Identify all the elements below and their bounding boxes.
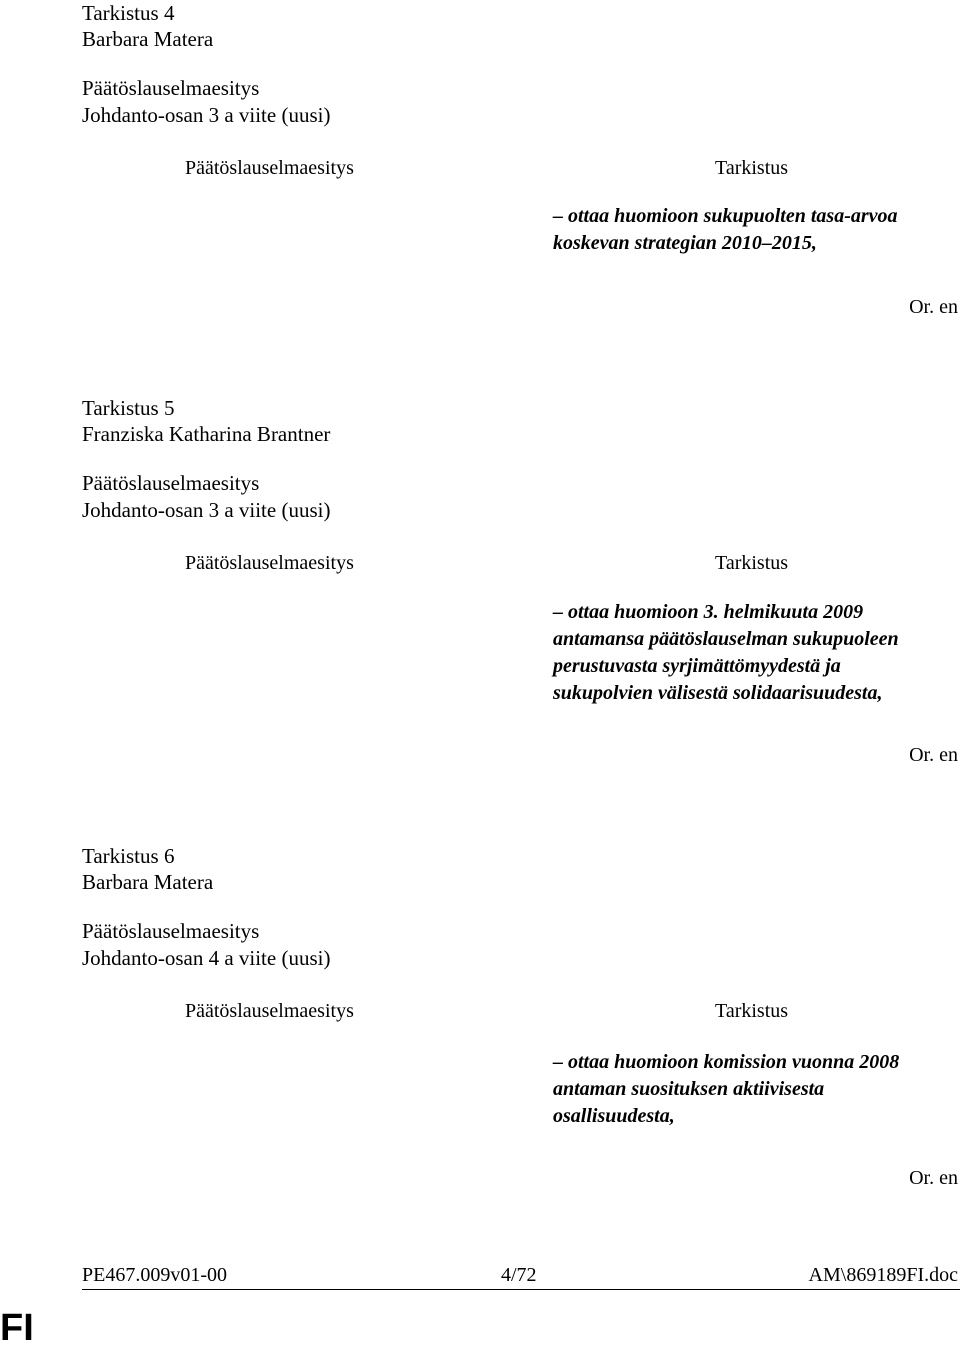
amendment-author: Barbara Matera (82, 27, 214, 51)
amendment-location: Johdanto-osan 4 a viite (uusi) (82, 946, 331, 970)
amendment-text (553, 203, 958, 257)
original-language: Or. en (909, 1167, 958, 1189)
amendment-text-line: – ottaa huomioon sukupuolten tasa-arvoa (553, 205, 898, 227)
footer-language-code: FI (0, 1307, 34, 1349)
amendment-text-line: sukupolvien välisestä solidaarisuudesta, (553, 682, 883, 704)
amendment-text-line: antaman suosituksen aktiivisesta (553, 1078, 825, 1100)
column-header-left: Päätöslauselmaesitys (185, 552, 354, 574)
footer-doc-ref: PE467.009v01-00 (82, 1264, 227, 1286)
amendment-text-line: – ottaa huomioon 3. helmikuuta 2009 (553, 601, 864, 623)
amendment-text-line: – ottaa huomioon komission vuonna 2008 (553, 1051, 900, 1073)
amendment-author: Franziska Katharina Brantner (82, 422, 331, 446)
original-language: Or. en (909, 296, 958, 318)
amendment-heading: Tarkistus 6 (82, 844, 175, 868)
amendment-doc-type: Päätöslauselmaesitys (82, 76, 260, 100)
column-header-left: Päätöslauselmaesitys (185, 157, 354, 179)
column-header-right: Tarkistus (715, 1000, 789, 1022)
amendment-heading: Tarkistus 4 (82, 1, 175, 25)
amendment-location: Johdanto-osan 3 a viite (uusi) (82, 103, 331, 127)
original-language: Or. en (909, 744, 958, 766)
amendment-doc-type: Päätöslauselmaesitys (82, 471, 260, 495)
amendment-text-line: koskevan strategian 2010–2015, (553, 232, 817, 254)
amendment-text (553, 1049, 958, 1130)
column-header-left: Päätöslauselmaesitys (185, 1000, 354, 1022)
column-header-right: Tarkistus (715, 157, 789, 179)
amendment-location: Johdanto-osan 3 a viite (uusi) (82, 498, 331, 522)
amendment-author: Barbara Matera (82, 870, 214, 894)
amendment-text-line: perustuvasta syrjimättömyydestä ja (553, 655, 841, 677)
amendment-text-line: osallisuudesta, (553, 1105, 675, 1127)
amendment-text-line: antamansa päätöslauselman sukupuoleen (553, 628, 899, 650)
column-header-right: Tarkistus (715, 552, 789, 574)
footer-rule (82, 1289, 960, 1290)
amendment-text (553, 599, 958, 707)
amendment-heading: Tarkistus 5 (82, 396, 175, 420)
footer-page-number: 4/72 (501, 1264, 537, 1286)
amendment-doc-type: Päätöslauselmaesitys (82, 919, 260, 943)
footer-file-name: AM\869189FI.doc (808, 1264, 958, 1286)
